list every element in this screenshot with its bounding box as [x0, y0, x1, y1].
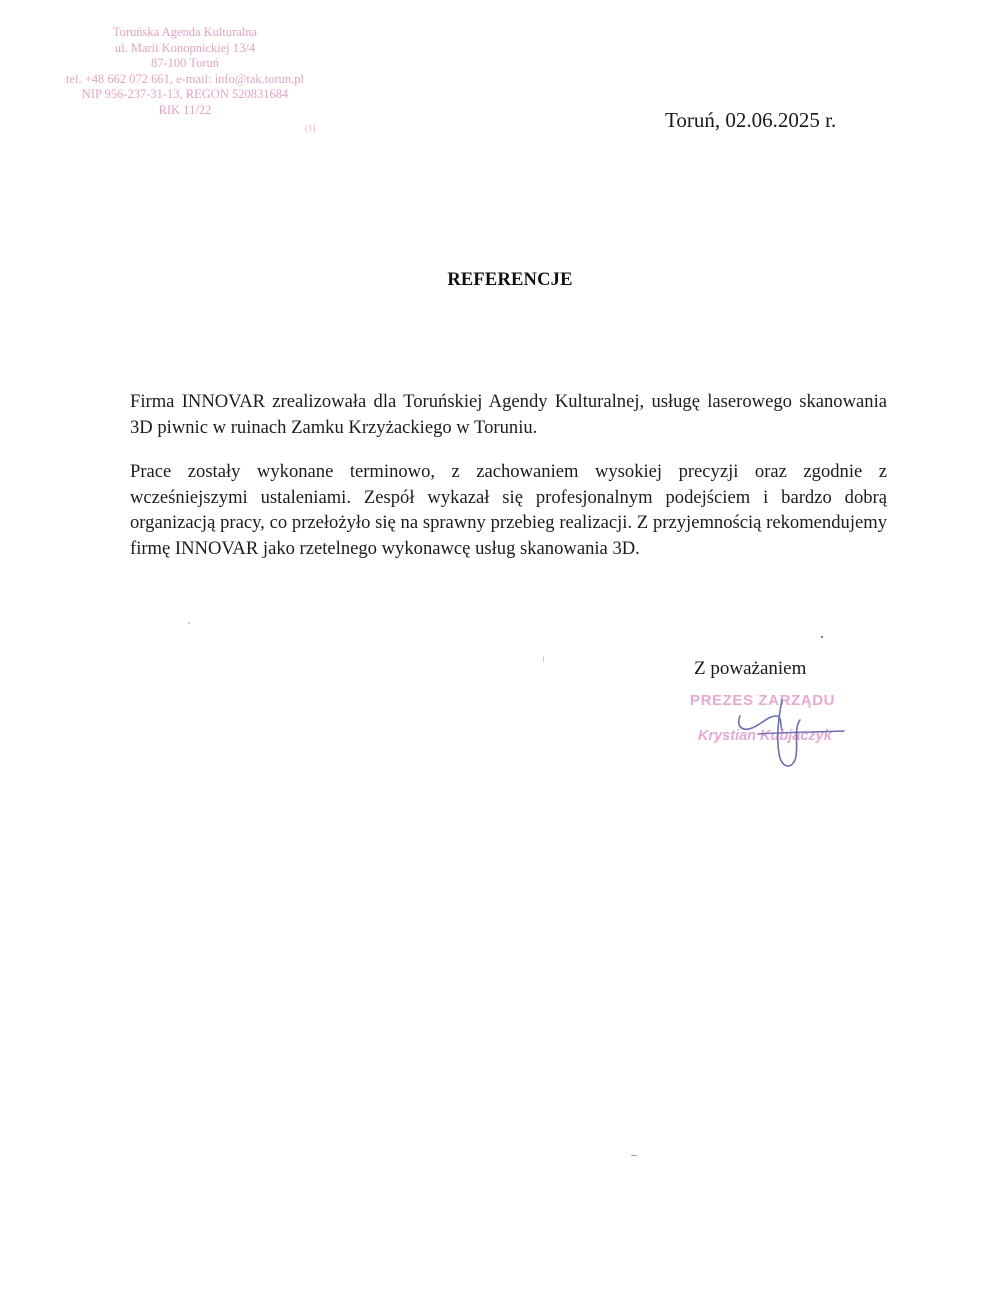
scan-speck — [188, 622, 190, 624]
letterhead-line: tel. +48 662 072 661, e-mail: info@tak.torun.pl — [66, 71, 304, 86]
letterhead-line: RIK 11/22 — [158, 102, 212, 117]
body-paragraph: Prace zostały wykonane terminowo, z zachowaniem wysokiej precyzji oraz zgodnie z wcześniejszymi ustaleniami. Zespół wykazał się profesjonalnym podejściem i bardzo dobrą organizacją pracy, co przełożyło się na sprawny przebieg realizacji. Z przyjemnością rekomendujemy firmę INNOVAR jako rzetelnego wykonawcę usług skanowania 3D. — [130, 461, 887, 559]
body-paragraph: Firma INNOVAR zrealizowała dla Toruńskiej Agendy Kulturalnej, usługę laserowego skanowania 3D piwnic w ruinach Zamku Krzyżackiego w Toruniu. — [130, 391, 887, 438]
letterhead-stamp — [40, 25, 330, 133]
scan-speck — [821, 636, 823, 638]
letterhead-line: Toruńska Agenda Kulturalna — [112, 25, 258, 39]
scan-speck — [631, 1155, 637, 1156]
signature-name: Krystian Kubjaczyk — [698, 728, 832, 744]
letterhead-line: ul. Marii Konopnickiej 13/4 — [114, 40, 256, 55]
signature-stamp — [688, 690, 858, 770]
document-title: REFERENCJE — [447, 270, 573, 290]
scan-speck — [543, 656, 544, 662]
handwritten-signature-icon — [718, 690, 858, 772]
closing-phrase: Z poważaniem — [694, 658, 807, 679]
letterhead-line: 87-100 Toruń — [151, 56, 219, 70]
letterhead-line: NIP 956-237-31-13, REGON 520831684 — [81, 87, 289, 101]
letterhead-mark: (1) — [305, 123, 316, 133]
signature-role: PREZES ZARZĄDU — [690, 692, 836, 709]
letter-date: Toruń, 02.06.2025 r. — [665, 108, 837, 132]
